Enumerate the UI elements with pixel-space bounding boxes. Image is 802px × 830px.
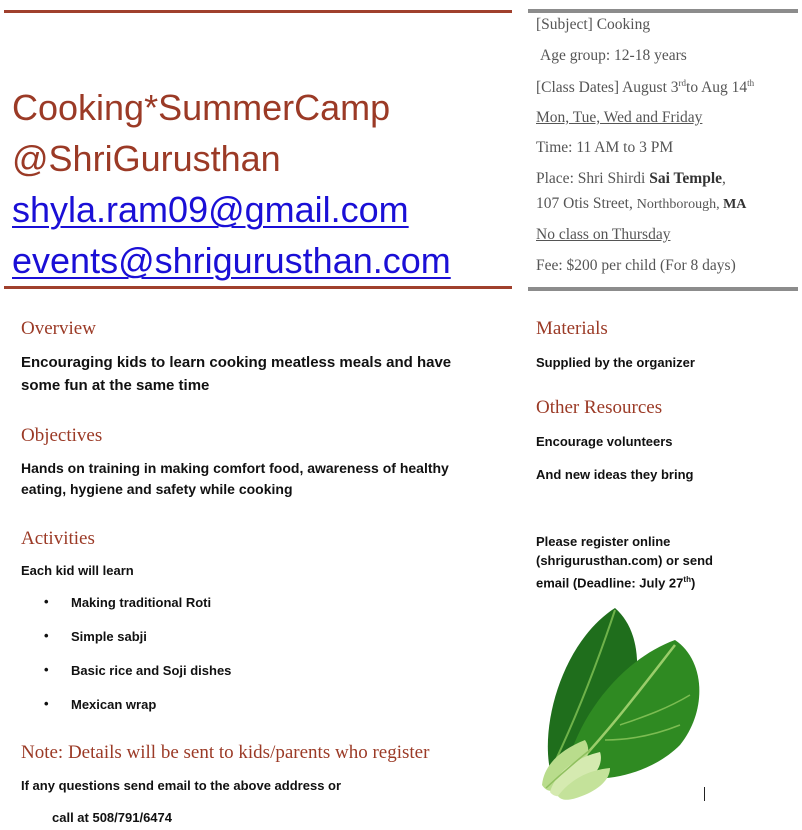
bullet-3: •: [44, 662, 49, 677]
register-line-2: (shrigurusthan.com) or send: [536, 553, 713, 568]
bullet-1: •: [44, 594, 49, 609]
materials-heading: Materials: [536, 318, 608, 339]
activity-item: Simple sabji: [71, 629, 147, 644]
email-link-2[interactable]: events@shrigurusthan.com: [12, 240, 451, 281]
time-line: Time: 11 AM to 3 PM: [536, 139, 674, 156]
class-dates-sup-1: rd: [678, 78, 687, 88]
title-block: [12, 82, 512, 286]
text-cursor: [704, 787, 705, 801]
resources-item-2: And new ideas they bring: [536, 467, 694, 482]
register-line-3: [536, 570, 713, 592]
age-group-line: Age group: 12-18 years: [540, 47, 687, 64]
camp-host: @ShriGurusthan: [12, 138, 281, 179]
class-days-line: Mon, Tue, Wed and Friday: [536, 109, 703, 126]
class-dates-start: [Class Dates] August 3: [536, 79, 679, 97]
top-rule-left: [4, 10, 512, 13]
address-street: 107 Otis Street,: [536, 195, 637, 212]
objectives-heading: Objectives: [21, 425, 103, 446]
bullet-4: •: [44, 696, 49, 711]
activity-item: Mexican wrap: [71, 697, 157, 712]
address-town: Northborough,: [636, 197, 724, 212]
register-deadline-close: ): [690, 575, 696, 591]
place-temple: Sai Temple: [649, 170, 723, 187]
place-line: [536, 170, 726, 188]
subject-line: [Subject] Cooking: [536, 16, 651, 33]
note-line-2: call at 508/791/6474: [52, 810, 172, 825]
camp-title: Cooking*SummerCamp: [12, 87, 391, 128]
overview-heading: Overview: [21, 318, 96, 339]
activities-heading: Activities: [21, 528, 95, 549]
objectives-text: Hands on training in making comfort food, awareness of healthy eating, hygiene and safety while cooking: [21, 460, 449, 497]
register-deadline: email (Deadline: July 27: [536, 575, 684, 591]
place-suffix: ,: [722, 170, 726, 187]
address-line: [536, 195, 746, 213]
register-deadline-sup: th: [683, 575, 691, 584]
activity-item: Making traditional Roti: [71, 595, 212, 610]
register-block: [536, 532, 713, 592]
overview-text: Encouraging kids to learn cooking meatless meals and have some fun at the same time: [21, 354, 452, 394]
class-dates-sup-2: th: [747, 78, 755, 88]
class-dates-line: [536, 78, 754, 97]
activity-item: Basic rice and Soji dishes: [71, 663, 232, 678]
bok-choy-icon: [530, 600, 710, 805]
activities-intro: Each kid will learn: [21, 563, 134, 578]
resources-item-1: Encourage volunteers: [536, 434, 673, 449]
place-prefix: Place: Shri Shirdi: [536, 170, 650, 187]
no-class-line: No class on Thursday: [536, 226, 671, 243]
address-state: MA: [723, 197, 747, 212]
mid-rule-right: [528, 287, 798, 291]
note-line-1: If any questions send email to the above address or: [21, 778, 342, 793]
class-dates-end: to Aug 14: [686, 79, 748, 97]
bullet-2: •: [44, 628, 49, 643]
fee-line: Fee: $200 per child (For 8 days): [536, 257, 736, 274]
register-line-1: Please register online: [536, 534, 671, 549]
email-link-1[interactable]: shyla.ram09@gmail.com: [12, 189, 409, 230]
top-rule-right: [528, 9, 798, 13]
other-resources-heading: Other Resources: [536, 397, 663, 418]
note-heading: Note: Details will be sent to kids/parents who register: [21, 742, 430, 763]
materials-text: Supplied by the organizer: [536, 355, 695, 370]
mid-rule-left: [4, 286, 512, 289]
